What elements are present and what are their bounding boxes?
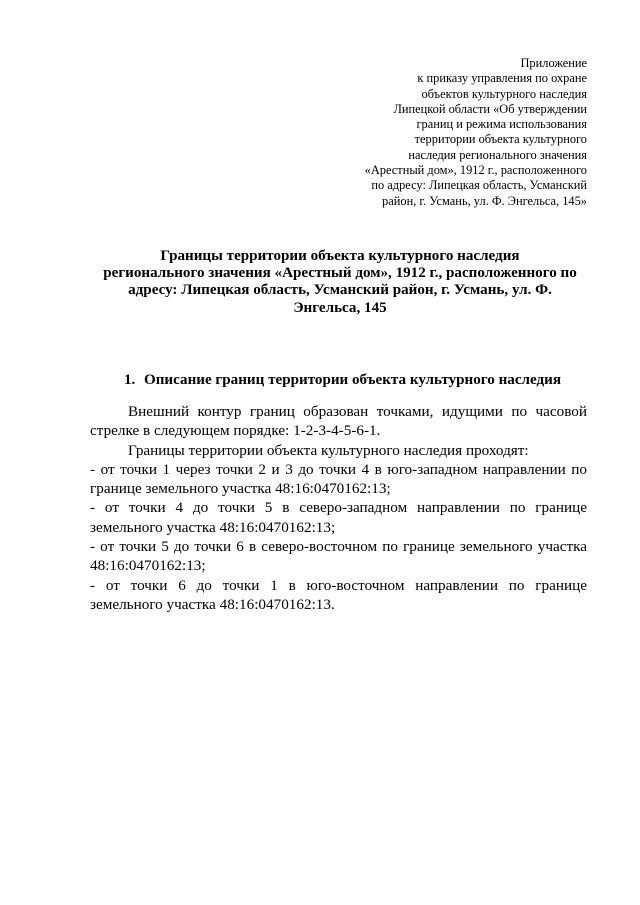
document-title [80,248,600,317]
appendix-line: «Арестный дом», 1912 г., расположенного [364,163,587,178]
appendix-line: к приказу управления по охране [417,71,587,86]
section-heading-text: Описание границ территории объекта культурного наследия [144,372,561,388]
title-line: регионального значения «Арестный дом», 1912 г., расположенного по [103,265,577,282]
title-line: Границы территории объекта культурного наследия [160,248,520,264]
title-line: Энгельса, 145 [293,299,387,316]
section-heading [124,371,561,389]
appendix-line: Липецкой области «Об утверждении [393,101,587,116]
appendix-line: границ и режима использования [416,117,587,132]
appendix-line: территории объекта культурного [414,132,587,147]
paragraph-line: границе земельного участка 48:16:0470162:13; [90,480,391,498]
title-line: адресу: Липецкая область, Усманский район, г. Усмань, ул. Ф. [128,282,552,299]
appendix-line: объектов культурного наследия [421,86,587,101]
paragraph-line: - от точки 1 через точки 2 и 3 до точки 4 в юго-западном направлении по [90,460,587,478]
paragraph-line: земельного участка 48:16:0470162:13; [90,518,336,536]
paragraph-line: Внешний контур границ образован точками, идущими по часовой [128,403,587,420]
paragraph-line: 48:16:0470162:13; [90,557,206,575]
paragraph-line: Границы территории объекта культурного наследия проходят: [128,441,529,459]
appendix-line: Приложение [520,56,587,70]
appendix-line: по адресу: Липецкая область, Усманский [371,178,587,193]
paragraph-line: стрелке в следующем порядке: 1-2-3-4-5-6-1. [90,422,381,440]
paragraph-line: земельного участка 48:16:0470162:13. [90,595,335,613]
paragraph-line: - от точки 6 до точки 1 в юго-восточном направлении по границе [90,576,587,594]
appendix-note [267,56,587,209]
paragraph-line: - от точки 4 до точки 5 в северо-западном направлении по границе [90,499,587,517]
appendix-line: район, г. Усмань, ул. Ф. Энгельса, 145» [382,193,587,208]
appendix-line: наследия регионального значения [408,147,587,162]
section-number: 1. [124,372,136,388]
paragraph-line: - от точки 5 до точки 6 в северо-восточном по границе земельного участка [90,538,587,556]
body-text [90,402,587,614]
